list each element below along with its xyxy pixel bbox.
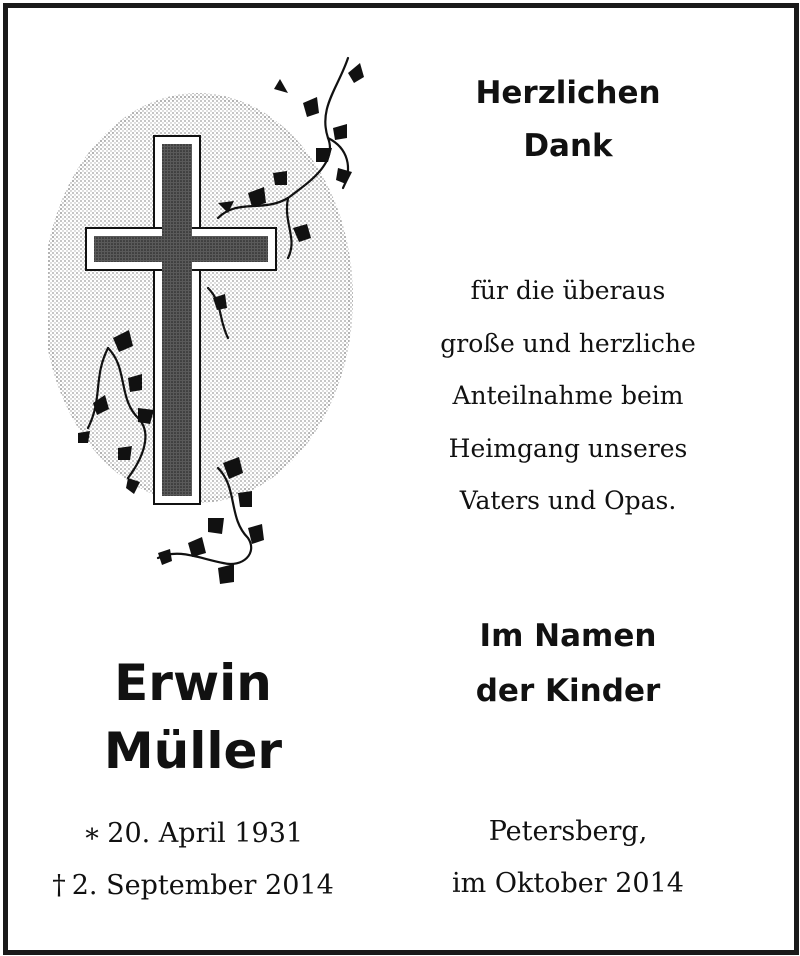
date-line: im Oktober 2014	[452, 868, 684, 899]
deceased-first-name: Erwin	[114, 654, 272, 712]
signature-line-2: der Kinder	[475, 673, 661, 709]
heading-line-2: Dank	[523, 128, 613, 164]
heading-line-1: Herzlichen	[475, 75, 661, 111]
message-line-3: Anteilnahme beim	[452, 381, 684, 410]
birth-date-line	[8, 818, 378, 849]
deceased-last-name: Müller	[103, 722, 283, 780]
death-cross-icon: †	[52, 870, 66, 901]
message-line-2: große und herzliche	[440, 329, 696, 358]
birth-star-icon: ∗	[82, 818, 102, 849]
signature-line-1: Im Namen	[479, 618, 657, 654]
place-line: Petersberg,	[488, 816, 648, 847]
notice-frame	[3, 3, 799, 955]
death-date: 2. September 2014	[71, 870, 334, 901]
birth-date: 20. April 1931	[107, 818, 304, 849]
message-line-4: Heimgang unseres	[448, 434, 688, 463]
message-line-5: Vaters und Opas.	[459, 486, 677, 515]
message-line-1: für die überaus	[470, 276, 666, 305]
cross-with-ivy-icon	[48, 48, 378, 618]
death-date-line	[8, 870, 378, 901]
